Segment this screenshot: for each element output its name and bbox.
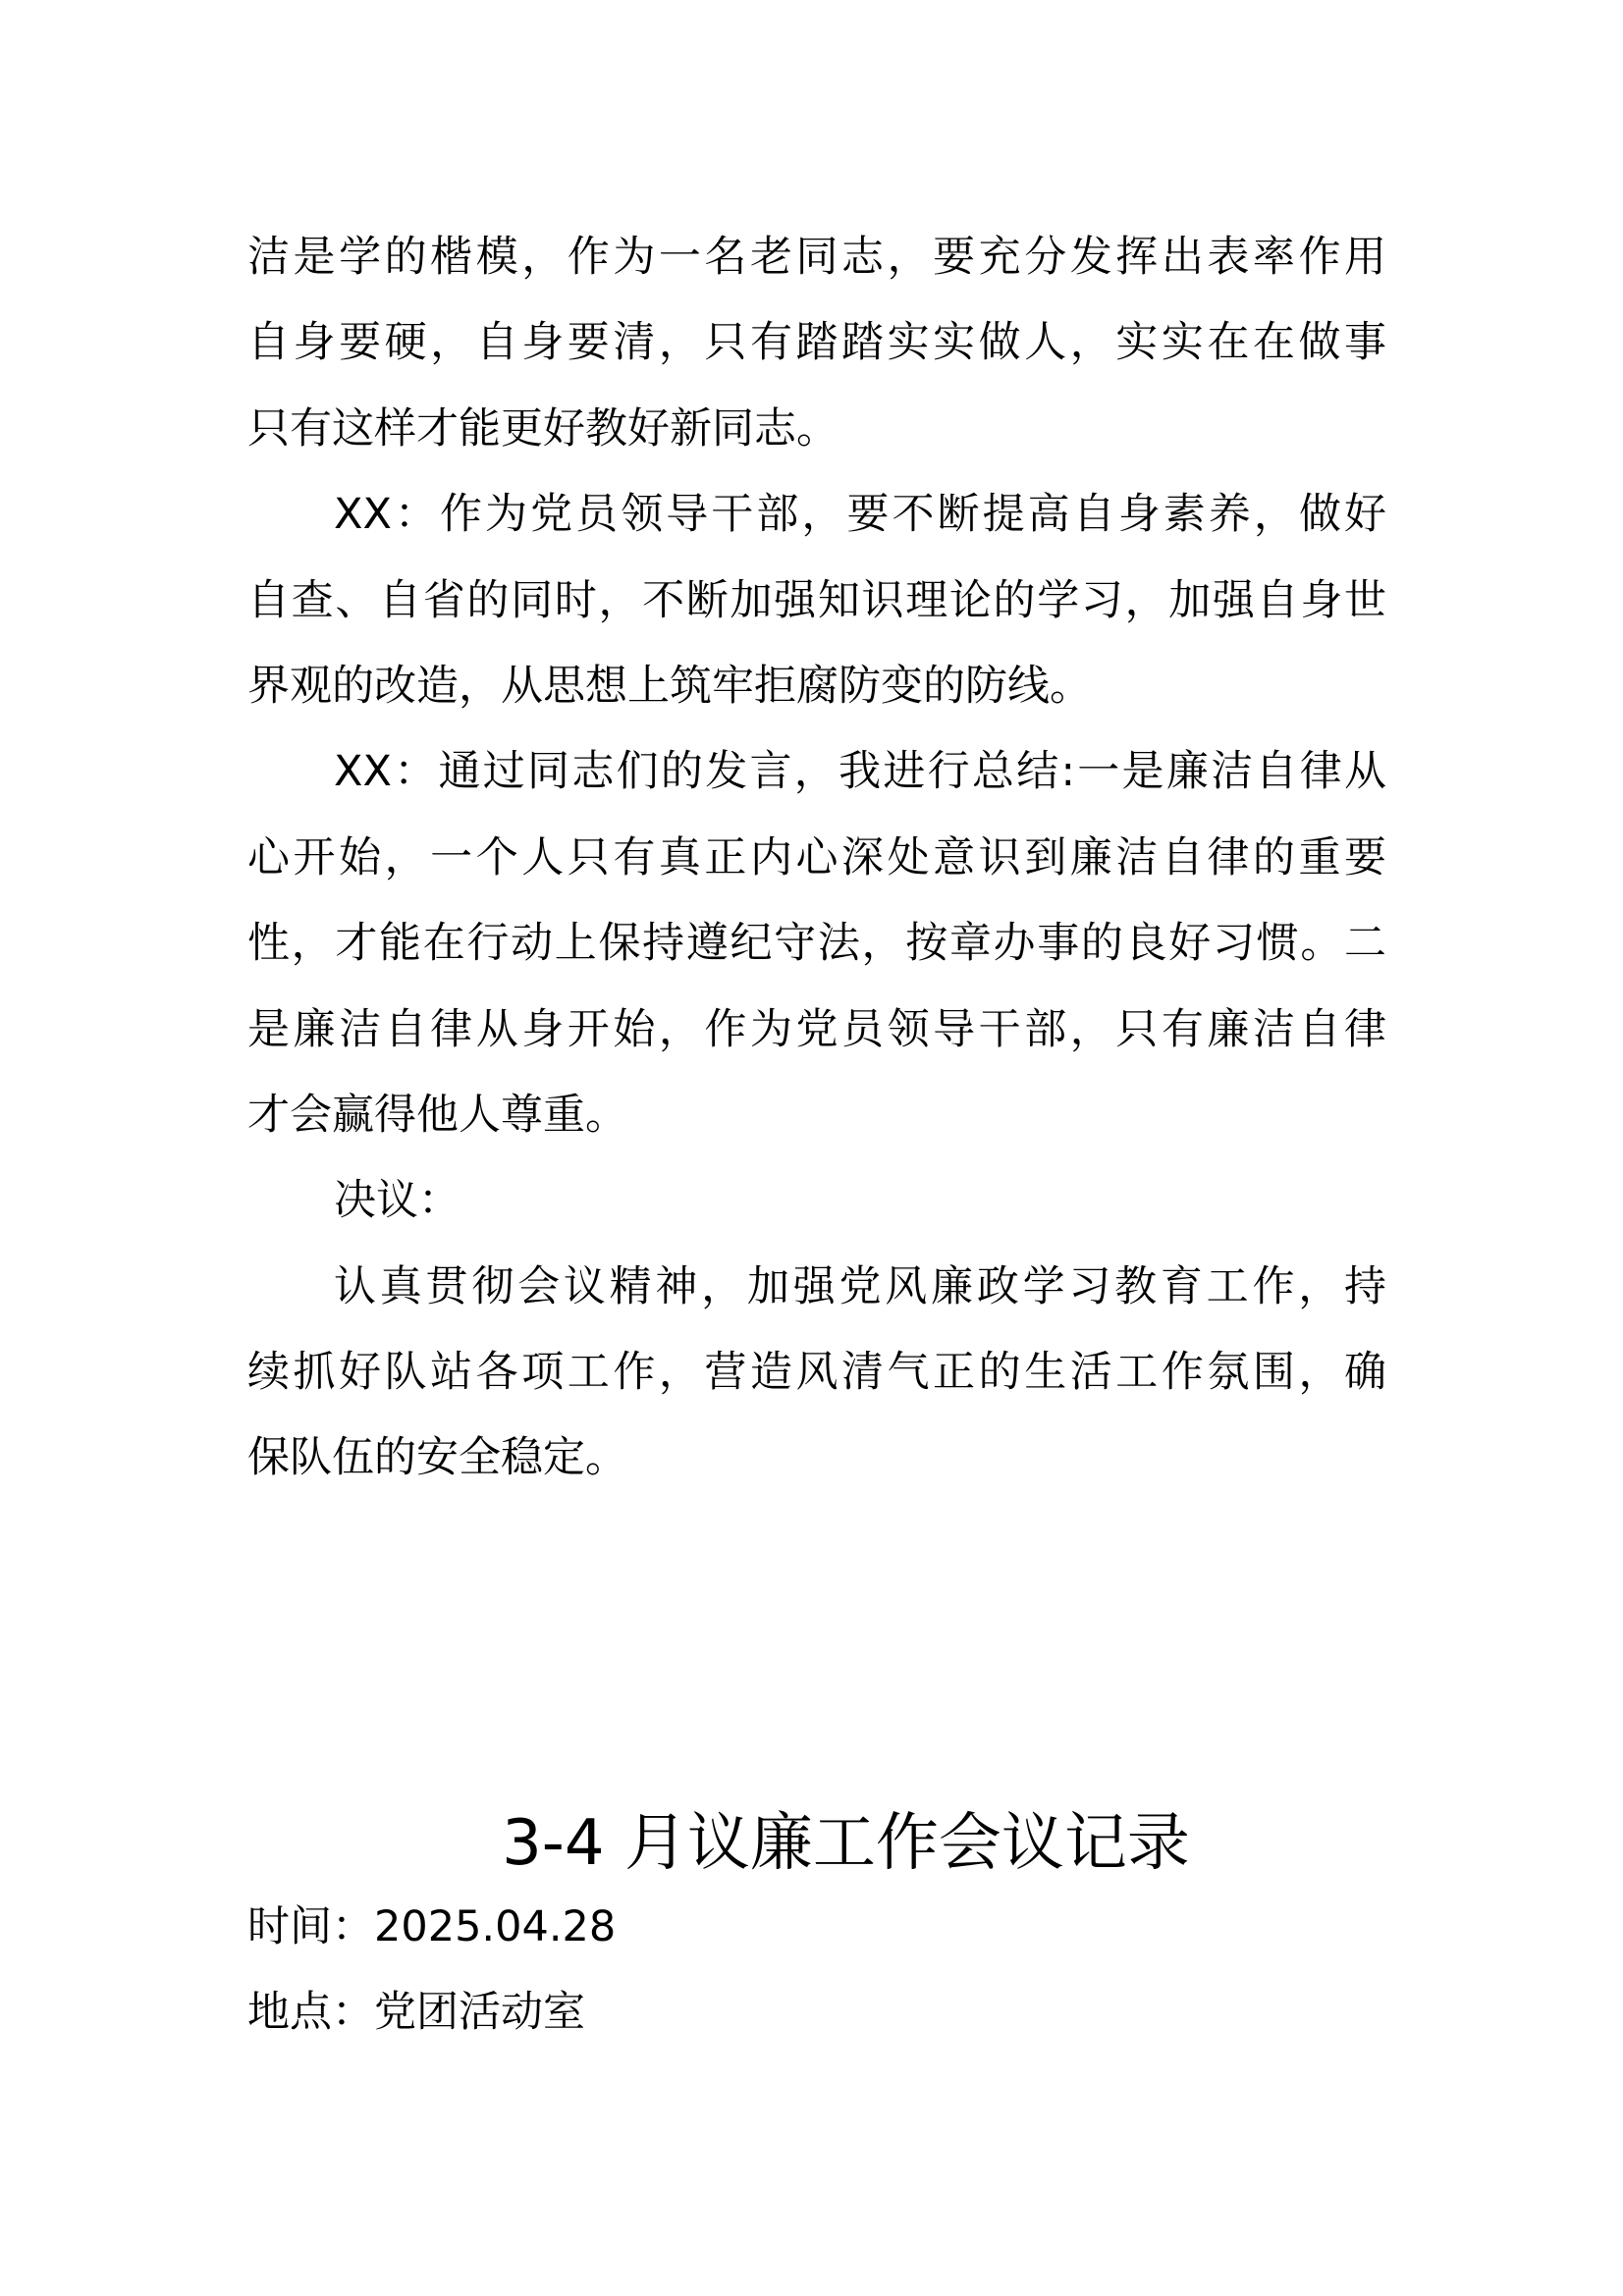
text-line: 认真贯彻会议精神，加强党风廉政学习教育工作，持 <box>334 1261 1386 1311</box>
section-title: 3-4 月议廉工作会议记录 <box>502 1807 1190 1880</box>
text-line: 性，才能在行动上保持遵纪守法，按章办事的良好习惯。二 <box>247 919 1386 969</box>
text-line: 才会赢得他人尊重。 <box>247 1090 627 1140</box>
text-line: 保队伍的安全稳定。 <box>247 1433 627 1483</box>
time-label: 时间： <box>247 1902 374 1951</box>
text-line: 自身要硬，自身要清，只有踏踏实实做人，实实在在做事 <box>247 318 1386 368</box>
resolution-heading: 决议： <box>334 1176 460 1226</box>
paragraph <box>247 215 1386 472</box>
time-value: 2025.04.28 <box>374 1902 617 1951</box>
text-line: 续抓好队站各项工作，营造风清气正的生活工作氛围，确 <box>247 1348 1386 1398</box>
text-line: XX：作为党员领导干部，要不断提高自身素养，做好 <box>334 490 1386 540</box>
text-line: 心开始，一个人只有真正内心深处意识到廉洁自律的重要 <box>247 832 1386 882</box>
text-line: 洁是学的楷模，作为一名老同志，要充分发挥出表率作用 <box>247 233 1386 282</box>
text-line: 界观的改造，从思想上筑牢拒腐防变的防线。 <box>247 661 1092 711</box>
document-body <box>247 215 1386 1502</box>
text-line: XX：通过同志们的发言，我进行总结:一是廉洁自律从 <box>334 747 1386 797</box>
location-label: 地点： <box>247 1988 374 2037</box>
section-title-wrap <box>0 1801 1623 1886</box>
location-value: 党团活动室 <box>374 1988 585 2037</box>
text-line: 自查、自省的同时，不断加强知识理论的学习，加强自身世 <box>247 575 1386 625</box>
meeting-location <box>247 1970 585 2056</box>
meeting-time <box>247 1885 616 1970</box>
paragraph <box>247 472 1386 729</box>
paragraph <box>247 1158 1386 1244</box>
paragraph <box>247 1245 1386 1502</box>
text-line: 是廉洁自律从身开始，作为党员领导干部，只有廉洁自律 <box>247 1004 1386 1054</box>
paragraph <box>247 729 1386 1158</box>
text-line: 只有这样才能更好教好新同志。 <box>247 403 839 454</box>
